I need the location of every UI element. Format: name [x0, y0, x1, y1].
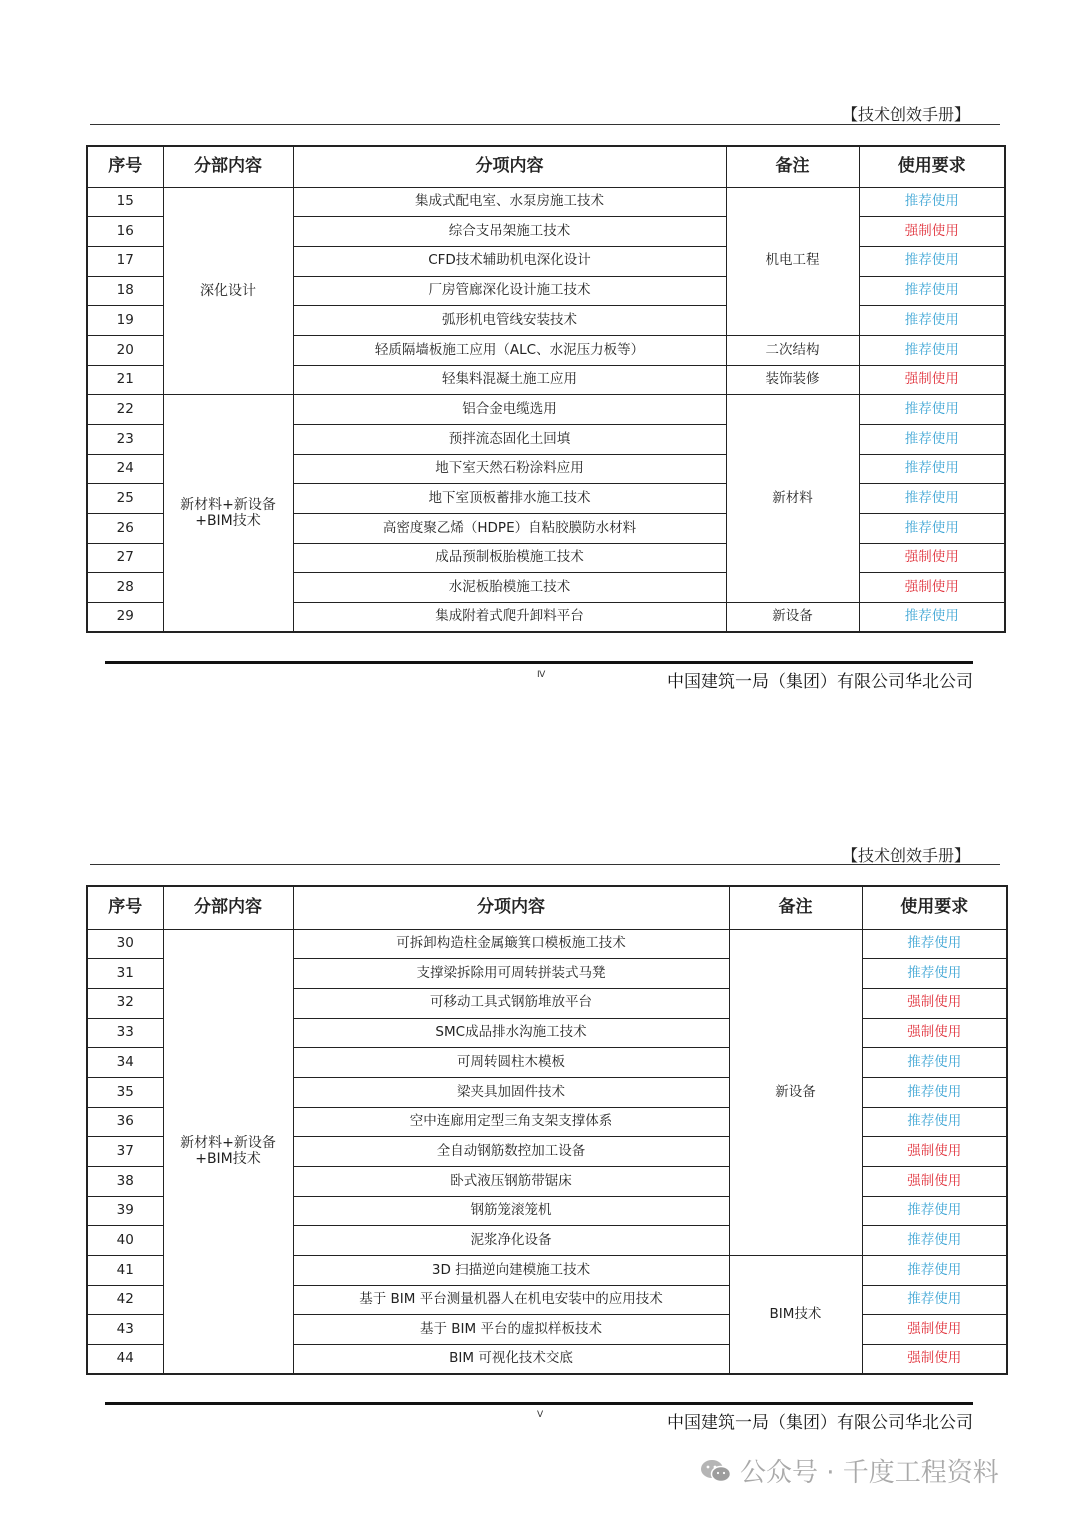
item-cell: 3D 扫描逆向建模施工技术 — [293, 1256, 729, 1286]
item-cell: 地下室天然石粉涂料应用 — [293, 454, 726, 484]
table-row — [87, 187, 1005, 217]
requirement-cell: 推荐使用 — [862, 1077, 1007, 1107]
row-number: 35 — [87, 1077, 163, 1107]
header-rule — [90, 864, 1000, 865]
requirement-cell: 推荐使用 — [862, 1107, 1007, 1137]
requirement-cell: 推荐使用 — [862, 929, 1007, 959]
requirement-cell: 推荐使用 — [859, 603, 1005, 633]
requirement-cell: 推荐使用 — [862, 959, 1007, 989]
row-number: 37 — [87, 1137, 163, 1167]
company-name: 中国建筑一局（集团）有限公司华北公司 — [667, 672, 973, 692]
item-cell: 成品预制板胎模施工技术 — [293, 543, 726, 573]
row-number: 33 — [87, 1018, 163, 1048]
item-cell: 水泥板胎模施工技术 — [293, 573, 726, 603]
row-number: 23 — [87, 425, 163, 455]
item-cell: BIM 可视化技术交底 — [293, 1345, 729, 1375]
notes-cell: 新设备 — [729, 929, 862, 1256]
row-number: 38 — [87, 1167, 163, 1197]
row-number: 32 — [87, 988, 163, 1018]
item-cell: 高密度聚乙烯（HDPE）自粘胶膜防水材料 — [293, 514, 726, 544]
item-cell: 预拌流态固化土回填 — [293, 425, 726, 455]
item-cell: 集成附着式爬升卸料平台 — [293, 603, 726, 633]
footer-rule — [105, 661, 973, 664]
item-cell: 综合支吊架施工技术 — [293, 217, 726, 247]
notes-cell: 新设备 — [726, 603, 859, 633]
page-header-label: 【技术创效手册】 — [841, 105, 970, 124]
notes-cell: BIM技术 — [729, 1256, 862, 1375]
column-header-item: 分项内容 — [293, 886, 729, 929]
technology-table-page-1 — [86, 145, 1006, 633]
company-name: 中国建筑一局（集团）有限公司华北公司 — [667, 1413, 973, 1433]
item-cell: 空中连廊用定型三角支架支撑体系 — [293, 1107, 729, 1137]
requirement-cell: 推荐使用 — [862, 1196, 1007, 1226]
item-cell: 基于 BIM 平台测量机器人在机电安装中的应用技术 — [293, 1285, 729, 1315]
division-cell: 新材料+新设备 +BIM技术 — [163, 395, 293, 633]
row-number: 18 — [87, 276, 163, 306]
requirement-cell: 推荐使用 — [859, 276, 1005, 306]
footer-rule — [105, 1402, 973, 1405]
division-cell: 深化设计 — [163, 187, 293, 395]
table-header-row — [87, 146, 1005, 187]
row-number: 26 — [87, 514, 163, 544]
row-number: 40 — [87, 1226, 163, 1256]
row-number: 34 — [87, 1048, 163, 1078]
column-header-no: 序号 — [87, 146, 163, 187]
row-number: 29 — [87, 603, 163, 633]
column-header-notes: 备注 — [729, 886, 862, 929]
item-cell: 基于 BIM 平台的虚拟样板技术 — [293, 1315, 729, 1345]
technology-table-page-2 — [86, 885, 1008, 1375]
requirement-cell: 推荐使用 — [862, 1285, 1007, 1315]
item-cell: 可拆卸构造柱金属簸箕口模板施工技术 — [293, 929, 729, 959]
requirement-cell: 推荐使用 — [862, 1256, 1007, 1286]
notes-cell: 机电工程 — [726, 187, 859, 335]
row-number: 21 — [87, 365, 163, 395]
row-number: 39 — [87, 1196, 163, 1226]
item-cell: 支撑梁拆除用可周转拼装式马凳 — [293, 959, 729, 989]
wechat-icon — [700, 1458, 732, 1484]
row-number: 30 — [87, 929, 163, 959]
item-cell: 轻集料混凝土施工应用 — [293, 365, 726, 395]
row-number: 19 — [87, 306, 163, 336]
row-number: 22 — [87, 395, 163, 425]
item-cell: 可移动工具式钢筋堆放平台 — [293, 988, 729, 1018]
row-number: 42 — [87, 1285, 163, 1315]
requirement-cell: 强制使用 — [862, 1167, 1007, 1197]
requirement-cell: 推荐使用 — [859, 514, 1005, 544]
requirement-cell: 推荐使用 — [859, 425, 1005, 455]
header-rule — [90, 124, 1000, 125]
item-cell: 全自动钢筋数控加工设备 — [293, 1137, 729, 1167]
table-row — [87, 929, 1007, 959]
column-header-requirement: 使用要求 — [862, 886, 1007, 929]
row-number: 44 — [87, 1345, 163, 1375]
requirement-cell: 强制使用 — [859, 217, 1005, 247]
requirement-cell: 推荐使用 — [862, 1226, 1007, 1256]
requirement-cell: 推荐使用 — [859, 335, 1005, 365]
requirement-cell: 推荐使用 — [859, 306, 1005, 336]
requirement-cell: 推荐使用 — [859, 187, 1005, 217]
requirement-cell: 强制使用 — [862, 1018, 1007, 1048]
page-header-label: 【技术创效手册】 — [841, 846, 970, 865]
requirement-cell: 强制使用 — [859, 573, 1005, 603]
notes-cell: 装饰装修 — [726, 365, 859, 395]
column-header-no: 序号 — [87, 886, 163, 929]
row-number: 31 — [87, 959, 163, 989]
item-cell: 轻质隔墙板施工应用（ALC、水泥压力板等） — [293, 335, 726, 365]
watermark — [700, 1452, 999, 1489]
requirement-cell: 强制使用 — [862, 1345, 1007, 1375]
requirement-cell: 强制使用 — [862, 1137, 1007, 1167]
row-number: 17 — [87, 246, 163, 276]
row-number: 20 — [87, 335, 163, 365]
column-header-division: 分部内容 — [163, 886, 293, 929]
column-header-division: 分部内容 — [163, 146, 293, 187]
notes-cell: 二次结构 — [726, 335, 859, 365]
item-cell: 可周转圆柱木模板 — [293, 1048, 729, 1078]
watermark-text: 公众号 · 千度工程资料 — [740, 1458, 999, 1488]
column-header-notes: 备注 — [726, 146, 859, 187]
notes-cell: 新材料 — [726, 395, 859, 603]
item-cell: 卧式液压钢筋带锯床 — [293, 1167, 729, 1197]
requirement-cell: 强制使用 — [862, 988, 1007, 1018]
page-number: Ⅴ — [537, 1410, 544, 1420]
row-number: 28 — [87, 573, 163, 603]
row-number: 41 — [87, 1256, 163, 1286]
requirement-cell: 推荐使用 — [862, 1048, 1007, 1078]
row-number: 15 — [87, 187, 163, 217]
table-header-row — [87, 886, 1007, 929]
division-cell: 新材料+新设备 +BIM技术 — [163, 929, 293, 1374]
row-number: 16 — [87, 217, 163, 247]
item-cell: 泥浆净化设备 — [293, 1226, 729, 1256]
item-cell: 铝合金电缆选用 — [293, 395, 726, 425]
column-header-item: 分项内容 — [293, 146, 726, 187]
table-row — [87, 395, 1005, 425]
row-number: 25 — [87, 484, 163, 514]
requirement-cell: 强制使用 — [859, 543, 1005, 573]
requirement-cell: 强制使用 — [862, 1315, 1007, 1345]
item-cell: 梁夹具加固件技术 — [293, 1077, 729, 1107]
item-cell: 弧形机电管线安装技术 — [293, 306, 726, 336]
item-cell: 钢筋笼滚笼机 — [293, 1196, 729, 1226]
row-number: 24 — [87, 454, 163, 484]
column-header-requirement: 使用要求 — [859, 146, 1005, 187]
item-cell: 集成式配电室、水泵房施工技术 — [293, 187, 726, 217]
page-number: Ⅳ — [537, 670, 546, 680]
requirement-cell: 推荐使用 — [859, 454, 1005, 484]
requirement-cell: 推荐使用 — [859, 395, 1005, 425]
item-cell: 厂房管廊深化设计施工技术 — [293, 276, 726, 306]
row-number: 43 — [87, 1315, 163, 1345]
requirement-cell: 推荐使用 — [859, 484, 1005, 514]
row-number: 36 — [87, 1107, 163, 1137]
item-cell: 地下室顶板蓄排水施工技术 — [293, 484, 726, 514]
requirement-cell: 推荐使用 — [859, 246, 1005, 276]
item-cell: CFD技术辅助机电深化设计 — [293, 246, 726, 276]
requirement-cell: 强制使用 — [859, 365, 1005, 395]
row-number: 27 — [87, 543, 163, 573]
item-cell: SMC成品排水沟施工技术 — [293, 1018, 729, 1048]
